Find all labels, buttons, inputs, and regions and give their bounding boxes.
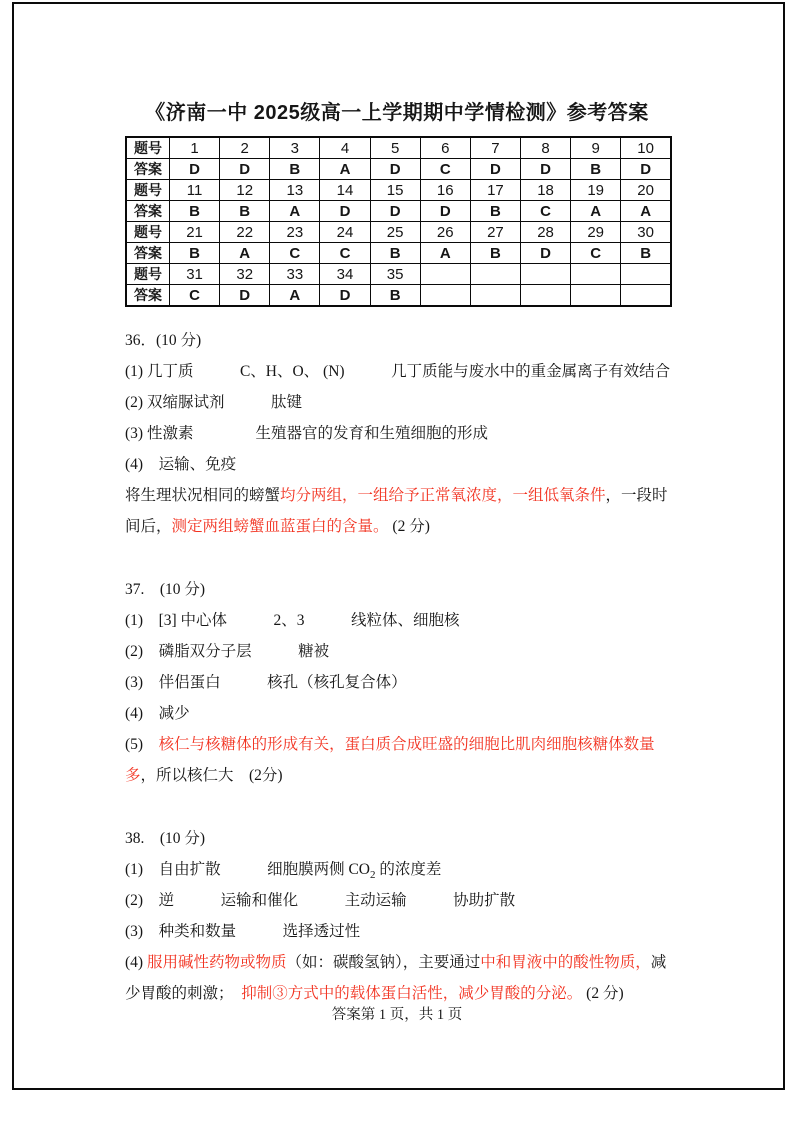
question-number-cell: 25	[370, 222, 420, 243]
text-segment: 的浓度差	[375, 861, 442, 878]
answer-line	[125, 480, 675, 542]
text-segment: (2) 逆 运输和催化 主动运输 协助扩散	[125, 892, 516, 909]
answer-cell	[571, 285, 621, 307]
answer-cell: C	[520, 201, 570, 222]
text-segment: (3) 性激素 生殖器官的发育和生殖细胞的形成	[125, 425, 488, 442]
answer-cell: D	[370, 201, 420, 222]
question-number-cell: 17	[470, 180, 520, 201]
answer-cell: C	[270, 243, 320, 264]
answer-line	[125, 356, 675, 387]
row-label-cell: 答案	[126, 201, 170, 222]
text-segment: ，一段时间后，	[125, 487, 668, 535]
question-number-cell: 3	[270, 137, 320, 159]
question-number-cell: 31	[170, 264, 220, 285]
text-segment: (2) 双缩脲试剂 肽键	[125, 394, 302, 411]
question-number-cell: 29	[571, 222, 621, 243]
question-number-cell: 18	[520, 180, 570, 201]
answer-cell: A	[220, 243, 270, 264]
text-segment: ，所以核仁大 (2分)	[140, 767, 283, 784]
answer-line	[125, 605, 675, 636]
text-segment: (4) 减少	[125, 705, 190, 722]
question-block-q37	[125, 574, 675, 791]
answer-cell: D	[320, 285, 370, 307]
row-label-cell: 题号	[126, 137, 170, 159]
row-label-cell: 题号	[126, 264, 170, 285]
answer-cell: C	[320, 243, 370, 264]
answer-cell: D	[420, 201, 470, 222]
answer-cell	[621, 285, 671, 307]
answer-cell: D	[470, 159, 520, 180]
question-number-row	[126, 264, 671, 285]
text-segment: (2) 磷脂双分子层 糖被	[125, 643, 330, 660]
answer-row	[126, 159, 671, 180]
answer-line	[125, 636, 675, 667]
answer-row	[126, 201, 671, 222]
answer-table	[125, 136, 672, 307]
answer-cell: D	[220, 159, 270, 180]
answer-cell: B	[571, 159, 621, 180]
text-segment: (3) 种类和数量 选择透过性	[125, 923, 361, 940]
page-title: 《济南一中 2025级高一上学期期中学情检测》参考答案	[145, 102, 649, 124]
question-heading: 36．(10 分)	[125, 332, 202, 349]
question-number-cell	[520, 264, 570, 285]
red-emphasis-segment: 均分两组，一组给予正常氧浓度，一组低氧条件	[280, 487, 606, 504]
question-number-cell: 1	[170, 137, 220, 159]
text-segment: 减少胃酸的刺激；	[125, 954, 667, 1002]
question-number-cell	[621, 264, 671, 285]
question-number-row	[126, 222, 671, 243]
question-number-cell: 32	[220, 264, 270, 285]
answer-cell: B	[370, 285, 420, 307]
question-number-cell: 26	[420, 222, 470, 243]
question-number-cell: 34	[320, 264, 370, 285]
answer-cell: D	[621, 159, 671, 180]
question-number-cell: 19	[571, 180, 621, 201]
row-label-cell: 题号	[126, 180, 170, 201]
question-number-cell: 30	[621, 222, 671, 243]
question-number-cell: 22	[220, 222, 270, 243]
answer-cell: B	[270, 159, 320, 180]
answer-cell: D	[170, 159, 220, 180]
question-number-cell	[470, 264, 520, 285]
question-block-q36	[125, 325, 675, 542]
subscript-segment: 2	[369, 869, 376, 882]
question-number-cell: 4	[320, 137, 370, 159]
question-number-cell: 2	[220, 137, 270, 159]
red-emphasis-segment: 服用碱性药物或物质	[146, 954, 287, 971]
question-number-cell: 7	[470, 137, 520, 159]
question-number-cell: 11	[170, 180, 220, 201]
red-emphasis-segment: 中和胃液中的酸性物质，	[480, 954, 651, 971]
answer-cell: C	[170, 285, 220, 307]
text-segment: (1) [3] 中心体 2、3 线粒体、细胞核	[125, 612, 460, 629]
question-number-row	[126, 137, 671, 159]
text-segment: (1) 几丁质 C、H、O、 (N) 几丁质能与废水中的重金属离子有效结合	[125, 363, 671, 380]
question-number-cell: 21	[170, 222, 220, 243]
answer-cell: B	[621, 243, 671, 264]
answer-cell: A	[270, 285, 320, 307]
question-number-cell: 5	[370, 137, 420, 159]
answer-cell: A	[420, 243, 470, 264]
answer-cell: D	[370, 159, 420, 180]
answer-line	[125, 449, 675, 480]
question-number-cell: 23	[270, 222, 320, 243]
answer-row	[126, 243, 671, 264]
text-segment: (4) 运输、免疫	[125, 456, 237, 473]
text-segment: 将生理状况相同的螃蟹	[125, 487, 281, 504]
text-segment: (2 分)	[582, 985, 624, 1002]
answer-table-wrap	[125, 136, 672, 307]
answer-line	[125, 885, 675, 916]
question-block-q38	[125, 823, 675, 1009]
answer-cell: A	[320, 159, 370, 180]
question-number-cell: 6	[420, 137, 470, 159]
answer-cell	[470, 285, 520, 307]
question-number-cell: 13	[270, 180, 320, 201]
question-number-cell: 28	[520, 222, 570, 243]
question-number-cell: 8	[520, 137, 570, 159]
answer-cell: A	[270, 201, 320, 222]
question-number-cell: 12	[220, 180, 270, 201]
answer-cell: A	[571, 201, 621, 222]
question-number-cell: 24	[320, 222, 370, 243]
answer-cell: B	[470, 201, 520, 222]
text-segment: （如：碳酸氢钠），主要通过	[286, 954, 481, 971]
answer-cell: D	[520, 159, 570, 180]
text-segment: (5)	[125, 736, 159, 753]
question-heading: 37. (10 分)	[125, 581, 206, 598]
question-number-cell: 9	[571, 137, 621, 159]
question-number-cell: 35	[370, 264, 420, 285]
answer-cell: D	[220, 285, 270, 307]
answer-line	[125, 916, 675, 947]
question-number-cell: 27	[470, 222, 520, 243]
question-number-cell	[420, 264, 470, 285]
answer-cell: B	[220, 201, 270, 222]
answer-cell: D	[520, 243, 570, 264]
red-emphasis-segment: 核仁与核糖体的形成有关，蛋白质合成旺盛的细胞比肌肉细胞核糖体数量多	[125, 736, 655, 784]
question-number-cell: 14	[320, 180, 370, 201]
text-segment: (3) 伴侣蛋白 核孔（核孔复合体）	[125, 674, 407, 691]
question-number-cell: 20	[621, 180, 671, 201]
text-segment: (4)	[125, 954, 147, 971]
question-number-row	[126, 180, 671, 201]
question-number-cell: 16	[420, 180, 470, 201]
answer-table-body	[126, 137, 671, 306]
answer-cell: D	[320, 201, 370, 222]
row-label-cell: 题号	[126, 222, 170, 243]
answer-cell: B	[170, 201, 220, 222]
answer-cell: B	[370, 243, 420, 264]
question-heading: 38. (10 分)	[125, 830, 206, 847]
question-number-cell: 33	[270, 264, 320, 285]
text-segment: (2 分)	[388, 518, 430, 535]
answer-line	[125, 947, 675, 1009]
answer-line	[125, 418, 675, 449]
questions	[125, 325, 675, 1041]
page-footer: 答案第 1 页，共 1 页	[331, 1007, 463, 1023]
answer-line	[125, 667, 675, 698]
answer-line	[125, 854, 675, 885]
answer-line	[125, 729, 675, 791]
answer-cell: C	[420, 159, 470, 180]
question-number-cell: 10	[621, 137, 671, 159]
answer-row	[126, 285, 671, 307]
question-number-cell	[571, 264, 621, 285]
red-emphasis-segment: 抑制③方式中的载体蛋白活性，减少胃酸的分泌。	[241, 985, 583, 1002]
text-segment: (1) 自由扩散 细胞膜两侧 CO	[125, 861, 370, 878]
answer-cell: C	[571, 243, 621, 264]
row-label-cell: 答案	[126, 159, 170, 180]
answer-cell	[520, 285, 570, 307]
row-label-cell: 答案	[126, 243, 170, 264]
answer-cell	[420, 285, 470, 307]
answer-line	[125, 387, 675, 418]
answer-cell: B	[470, 243, 520, 264]
answer-cell: B	[170, 243, 220, 264]
red-emphasis-segment: 测定两组螃蟹血蓝蛋白的含量。	[171, 518, 389, 535]
answer-cell: A	[621, 201, 671, 222]
question-number-cell: 15	[370, 180, 420, 201]
row-label-cell: 答案	[126, 285, 170, 307]
answer-line	[125, 698, 675, 729]
